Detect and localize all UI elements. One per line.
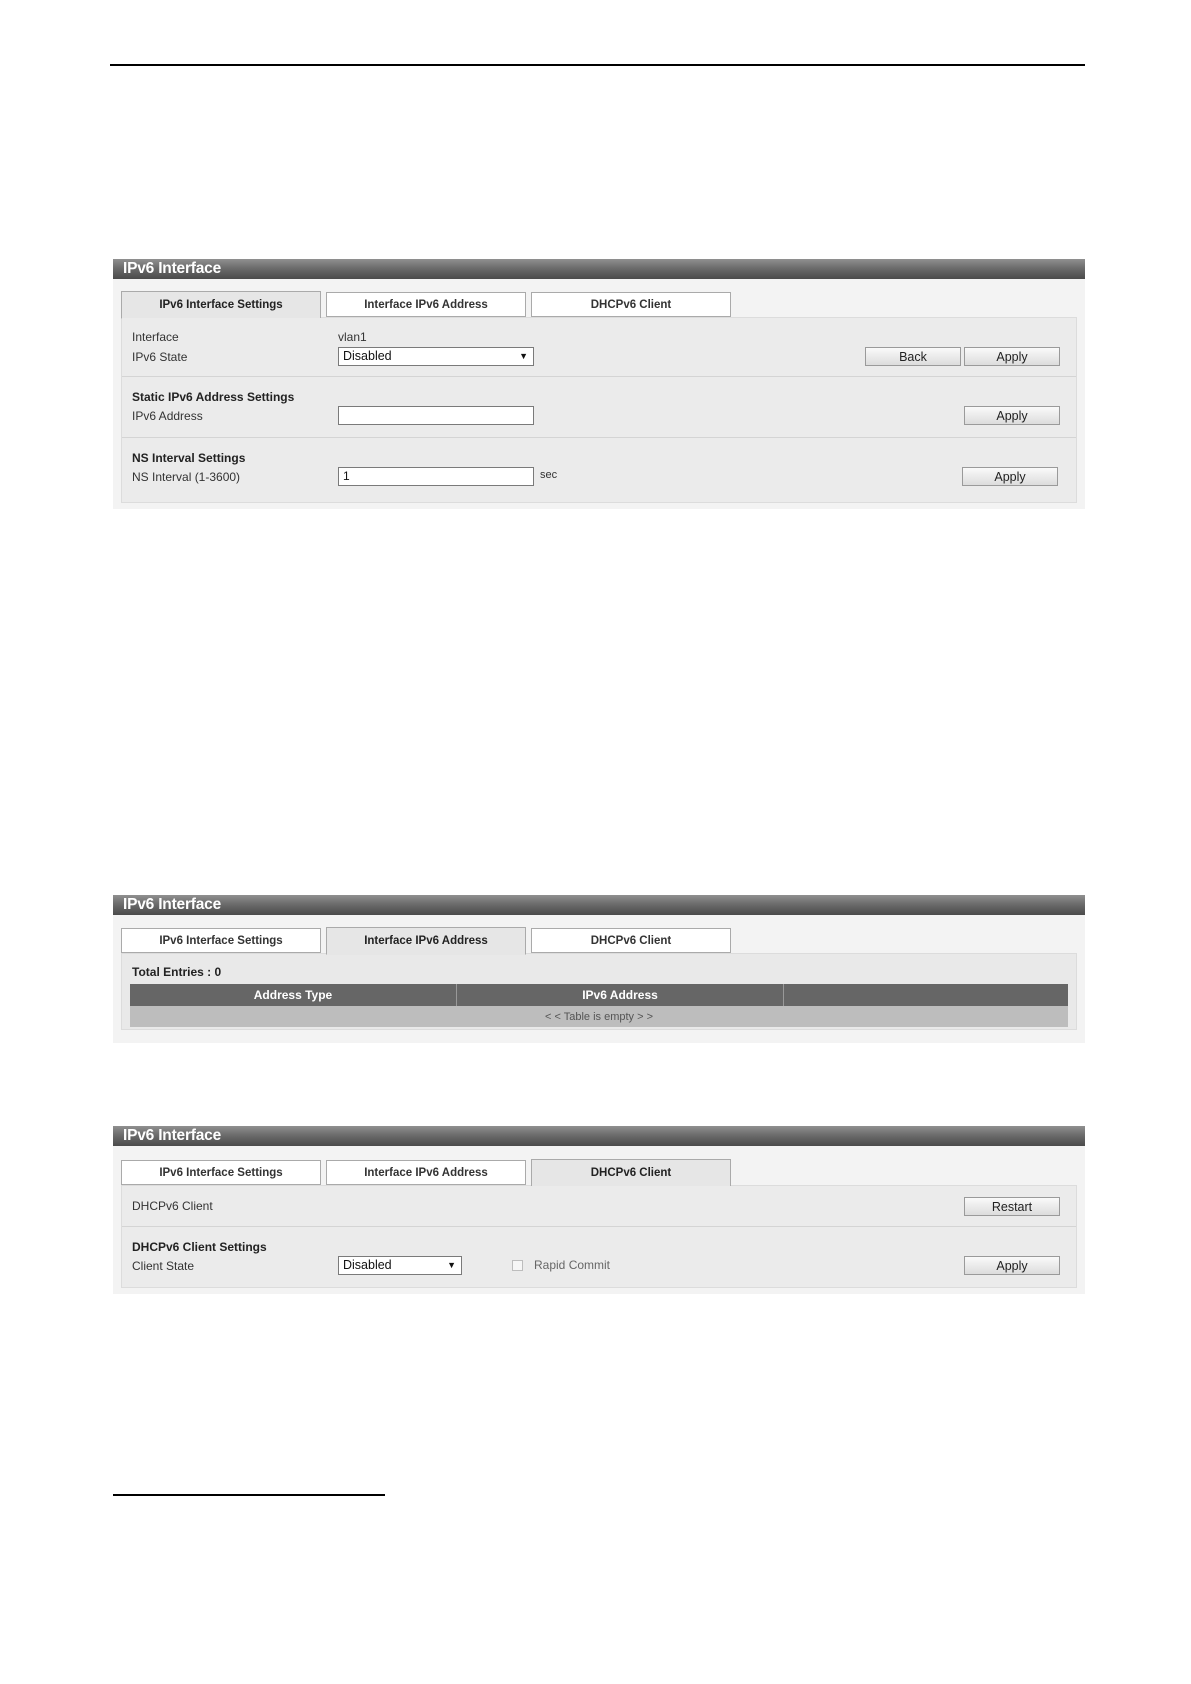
panel-body — [113, 915, 1085, 1043]
column-ipv6-address: IPv6 Address — [457, 984, 784, 1006]
tab-dhcpv6-client[interactable]: DHCPv6 Client — [531, 928, 731, 953]
client-state-label: Client State — [132, 1259, 195, 1273]
tab-interface-ipv6-address[interactable]: Interface IPv6 Address — [326, 1160, 526, 1185]
top-rule — [110, 64, 1085, 66]
ipv6-interface-panel-settings — [113, 259, 1085, 509]
ns-interval-section — [122, 438, 1076, 502]
dropdown-arrow-icon: ▼ — [519, 351, 528, 361]
tab-bar — [121, 1159, 1077, 1186]
ipv6-state-select[interactable] — [338, 347, 534, 366]
ns-interval-heading: NS Interval Settings — [132, 451, 246, 465]
dhcpv6-client-section — [122, 1186, 1076, 1227]
panel-title: IPv6 Interface — [113, 1126, 1085, 1146]
tab-bar — [121, 927, 1077, 954]
total-entries: Total Entries : 0 — [132, 965, 222, 979]
back-button[interactable]: Back — [865, 347, 961, 366]
table-empty-row: < < Table is empty > > — [130, 1006, 1068, 1027]
static-ipv6-heading: Static IPv6 Address Settings — [132, 390, 295, 404]
ns-interval-input[interactable]: 1 — [338, 467, 534, 486]
tab-content — [121, 317, 1077, 503]
apply-state-button[interactable]: Apply — [964, 347, 1060, 366]
tab-dhcpv6-client[interactable]: DHCPv6 Client — [531, 1159, 731, 1187]
ns-interval-unit: sec — [540, 469, 558, 481]
interface-value: vlan1 — [338, 330, 367, 344]
ipv6-state-value: Disabled — [343, 349, 392, 363]
tab-ipv6-interface-settings[interactable]: IPv6 Interface Settings — [121, 291, 321, 319]
ipv6-interface-panel-dhcp — [113, 1126, 1085, 1294]
dhcpv6-client-label: DHCPv6 Client — [132, 1199, 213, 1213]
ipv6-address-input[interactable] — [338, 406, 534, 425]
ipv6-state-label: IPv6 State — [132, 350, 188, 364]
restart-button[interactable]: Restart — [964, 1197, 1060, 1216]
ns-interval-label: NS Interval (1-3600) — [132, 470, 241, 484]
column-blank — [784, 984, 1068, 1006]
rapid-commit-label: Rapid Commit — [534, 1258, 611, 1272]
dropdown-arrow-icon: ▼ — [447, 1260, 456, 1270]
panel-body — [113, 279, 1085, 509]
client-state-value: Disabled — [343, 1258, 392, 1272]
panel-body — [113, 1146, 1085, 1294]
tab-bar — [121, 291, 1077, 318]
column-address-type: Address Type — [130, 984, 457, 1006]
tab-dhcpv6-client[interactable]: DHCPv6 Client — [531, 292, 731, 317]
apply-ns-button[interactable]: Apply — [962, 467, 1058, 486]
rapid-commit-checkbox[interactable] — [512, 1260, 523, 1271]
interface-label: Interface — [132, 330, 179, 344]
static-ipv6-section — [122, 377, 1076, 438]
interface-state-section — [122, 318, 1076, 377]
dhcpv6-settings-section — [122, 1227, 1076, 1287]
panel-title: IPv6 Interface — [113, 259, 1085, 279]
panel-title: IPv6 Interface — [113, 895, 1085, 915]
footnote-rule — [113, 1494, 385, 1496]
tab-interface-ipv6-address[interactable]: Interface IPv6 Address — [326, 927, 526, 955]
ipv6-interface-panel-address — [113, 895, 1085, 1043]
ipv6-address-label: IPv6 Address — [132, 409, 203, 423]
tab-content — [121, 1185, 1077, 1288]
tab-ipv6-interface-settings[interactable]: IPv6 Interface Settings — [121, 928, 321, 953]
client-state-select[interactable] — [338, 1256, 462, 1275]
apply-static-button[interactable]: Apply — [964, 406, 1060, 425]
tab-content — [121, 953, 1077, 1030]
tab-ipv6-interface-settings[interactable]: IPv6 Interface Settings — [121, 1160, 321, 1185]
tab-interface-ipv6-address[interactable]: Interface IPv6 Address — [326, 292, 526, 317]
dhcpv6-settings-heading: DHCPv6 Client Settings — [132, 1240, 267, 1254]
address-table-header — [130, 984, 1068, 1006]
apply-dhcp-button[interactable]: Apply — [964, 1256, 1060, 1275]
